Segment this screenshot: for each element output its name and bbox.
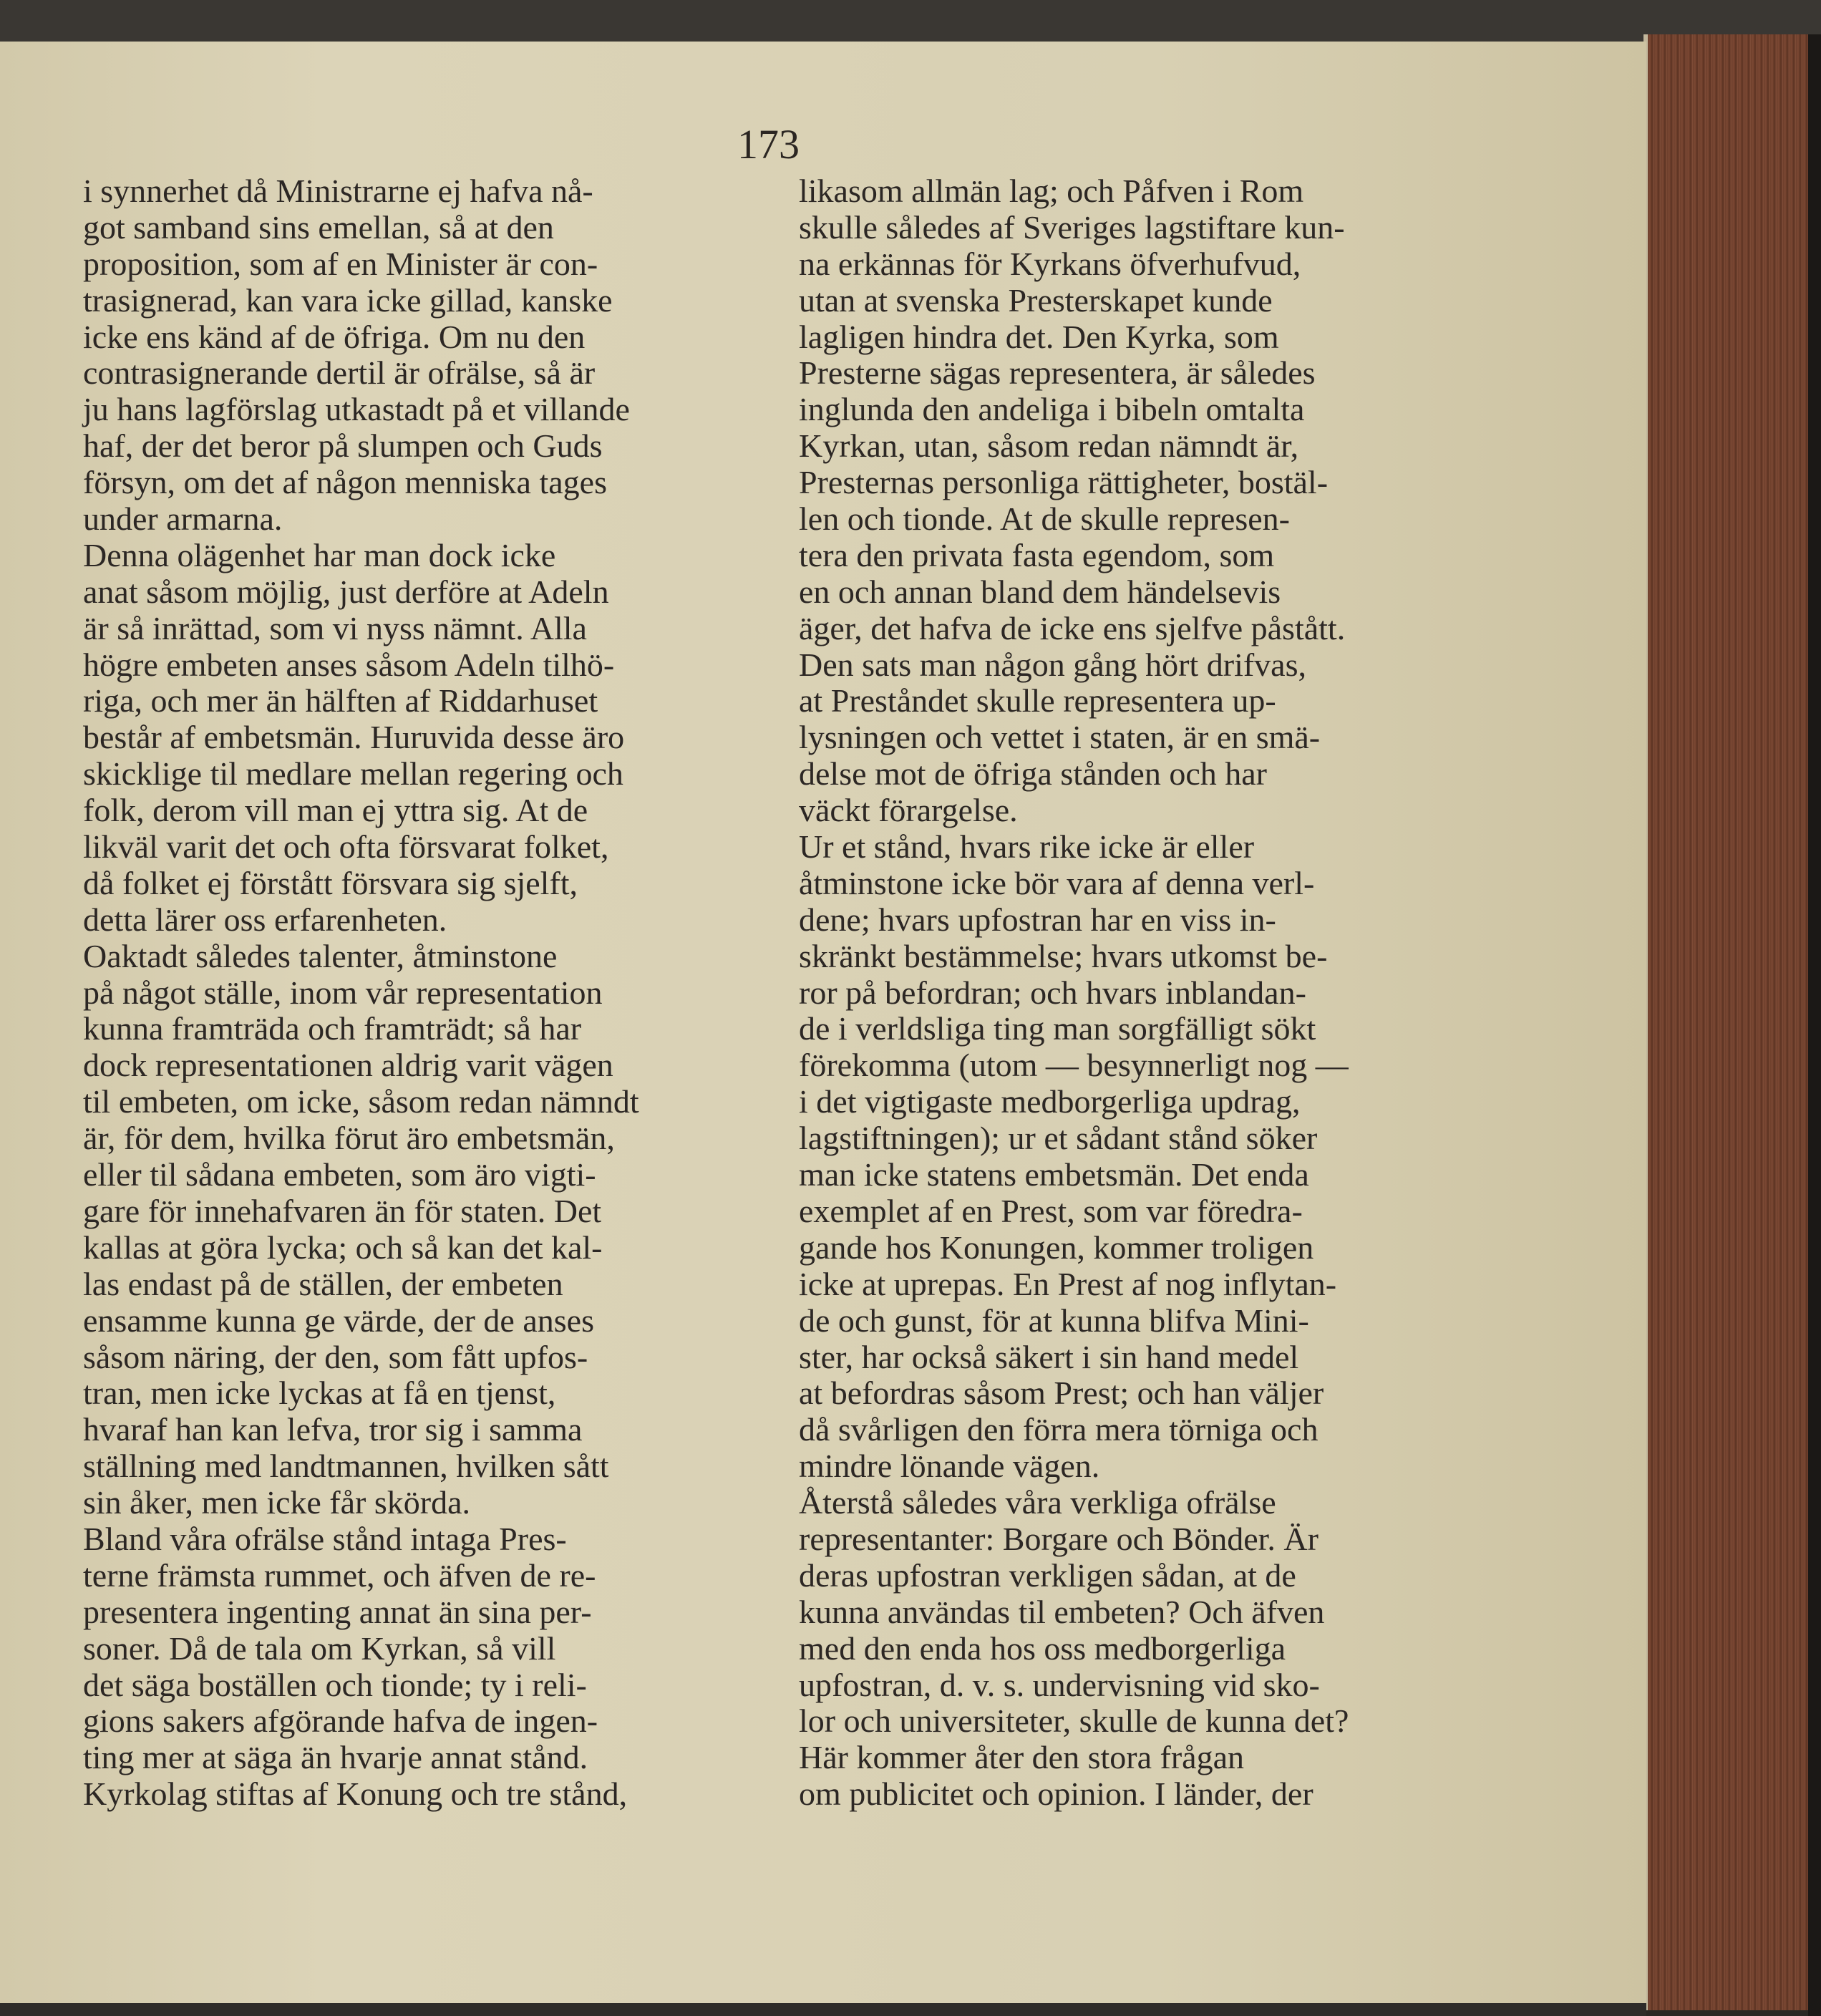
text-line: Presterne sägas representera, är således: [799, 354, 1316, 392]
text-line: ster, har också säkert i sin hand medel: [799, 1338, 1299, 1375]
text-line: består af embetsmän. Huruvida desse äro: [83, 719, 625, 756]
text-line: kunna användas til embeten? Och äfven: [799, 1593, 1325, 1630]
text-line: lor och universiteter, skulle de kunna det?: [799, 1702, 1349, 1740]
text-line: dene; hvars upfostran har en viss in-: [799, 901, 1276, 938]
text-line: icke at uprepas. En Prest af nog inflytan-: [799, 1265, 1337, 1302]
text-line: haf, der det beror på slumpen och Guds: [83, 427, 603, 465]
text-line: tran, men icke lyckas at få en tjenst,: [83, 1375, 556, 1412]
page-number: 173: [737, 121, 800, 168]
text-line: skränkt bestämmelse; hvars utkomst be-: [799, 937, 1328, 974]
right-text-column: [799, 173, 1489, 1813]
scan-background-top: [0, 0, 1821, 42]
text-line: Presternas personliga rättigheter, bostäl-: [799, 464, 1329, 501]
text-line: len och tionde. At de skulle represen-: [799, 500, 1290, 538]
text-line: i synnerhet då Ministrarne ej hafva nå-: [83, 173, 593, 209]
text-line: då folket ej förstått försvara sig sjelft,: [83, 864, 578, 901]
text-line: är, för dem, hvilka förut äro embetsmän,: [83, 1120, 615, 1157]
text-line: terne främsta rummet, och äfven de re-: [83, 1556, 596, 1594]
text-line: na erkännas för Kyrkans öfverhufvud,: [799, 245, 1301, 282]
text-line: deras upfostran verkligen sådan, at de: [799, 1556, 1296, 1594]
text-line: utan at svenska Presterskapet kunde: [799, 281, 1273, 319]
text-line: ju hans lagförslag utkastadt på et villande: [83, 391, 630, 428]
text-line: delse mot de öfriga stånden och har: [799, 755, 1267, 793]
text-line: skulle således af Sveriges lagstiftare kun-: [799, 208, 1345, 246]
text-line: gions sakers afgörande hafva de ingen-: [83, 1702, 598, 1740]
text-line: tera den privata fasta egendom, som: [799, 536, 1275, 573]
book-edge-shadow: [1808, 34, 1821, 2016]
text-line: ror på befordran; och hvars inblandan-: [799, 974, 1306, 1011]
text-line: Kyrkolag stiftas af Konung och tre stånd,: [83, 1775, 628, 1813]
text-line: Kyrkan, utan, såsom redan nämndt är,: [799, 427, 1299, 465]
text-line: at befordras såsom Prest; och han väljer: [799, 1375, 1324, 1412]
text-line: eller til sådana embeten, som äro vigti-: [83, 1156, 596, 1193]
text-line: Ur et stånd, hvars rike icke är eller: [799, 828, 1255, 866]
text-line: såsom näring, der den, som fått upfos-: [83, 1338, 588, 1375]
text-line: gande hos Konungen, kommer troligen: [799, 1228, 1314, 1266]
text-line: folk, derom vill man ej yttra sig. At de: [83, 792, 588, 829]
text-line: las endast på de ställen, der embeten: [83, 1265, 563, 1302]
text-line: soner. Då de tala om Kyrkan, så vill: [83, 1629, 556, 1667]
text-line: väckt förargelse.: [799, 792, 1018, 829]
text-line: lagligen hindra det. Den Kyrka, som: [799, 318, 1279, 355]
text-line: om publicitet och opinion. I länder, der: [799, 1775, 1313, 1813]
text-line: mindre lönande vägen.: [799, 1448, 1100, 1485]
text-line: det säga boställen och tionde; ty i reli-: [83, 1666, 587, 1703]
text-line: på något ställe, inom vår representation: [83, 974, 603, 1011]
text-line: riga, och mer än hälften af Riddarhuset: [83, 682, 598, 719]
left-text-column: [83, 173, 770, 1813]
text-line: skicklige til medlare mellan regering och: [83, 755, 623, 793]
text-line: Denna olägenhet har man dock icke: [83, 536, 556, 573]
text-line: got samband sins emellan, så at den: [83, 208, 554, 246]
text-line: dock representationen aldrig varit vägen: [83, 1047, 613, 1084]
text-line: detta lärer oss erfarenheten.: [83, 901, 447, 938]
text-line: kallas at göra lycka; och så kan det kal-: [83, 1228, 603, 1266]
text-line: proposition, som af en Minister är con-: [83, 245, 598, 282]
text-line: Återstå således våra verkliga ofrälse: [799, 1484, 1276, 1521]
text-line: de i verldsliga ting man sorgfälligt sökt: [799, 1010, 1316, 1047]
text-line: lysningen och vettet i staten, är en smä-: [799, 719, 1321, 756]
text-line: äger, det hafva de icke ens sjelfve påstått.: [799, 609, 1346, 646]
text-line: kunna framträda och framträdt; så har: [83, 1010, 582, 1047]
text-line: exemplet af en Prest, som var föredra-: [799, 1192, 1303, 1229]
text-line: då svårligen den förra mera törniga och: [799, 1411, 1319, 1448]
text-line: inglunda den andeliga i bibeln omtalta: [799, 391, 1305, 428]
text-line: man icke statens embetsmän. Det enda: [799, 1156, 1309, 1193]
text-line: ensamme kunna ge värde, der de anses: [83, 1302, 594, 1339]
scan-background-bottom: [0, 2003, 1646, 2016]
text-line: ting mer at säga än hvarje annat stånd.: [83, 1739, 588, 1776]
text-line: ställning med landtmannen, hvilken sått: [83, 1448, 609, 1485]
text-line: är så inrättad, som vi nyss nämnt. Alla: [83, 609, 587, 646]
text-line: gare för innehafvaren än för staten. Det: [83, 1192, 602, 1229]
text-line: Bland våra ofrälse stånd intaga Pres-: [83, 1520, 567, 1557]
text-line: representanter: Borgare och Bönder. Är: [799, 1520, 1319, 1557]
text-line: icke ens känd af de öfriga. Om nu den: [83, 318, 586, 355]
text-line: en och annan bland dem händelsevis: [799, 573, 1281, 610]
text-line: likväl varit det och ofta försvarat folket,: [83, 828, 609, 866]
text-line: med den enda hos oss medborgerliga: [799, 1629, 1286, 1667]
text-line: högre embeten anses såsom Adeln tilhö-: [83, 646, 615, 683]
text-line: Här kommer åter den stora frågan: [799, 1739, 1244, 1776]
text-line: förekomma (utom — besynnerligt nog —: [799, 1047, 1349, 1084]
text-line: trasignerad, kan vara icke gillad, kanske: [83, 281, 613, 319]
text-line: upfostran, d. v. s. undervisning vid sko-: [799, 1666, 1320, 1703]
text-line: åtminstone icke bör vara af denna verl-: [799, 864, 1315, 901]
text-line: anat såsom möjlig, just derföre at Adeln: [83, 573, 609, 610]
text-line: til embeten, om icke, såsom redan nämndt: [83, 1083, 639, 1120]
text-line: Oaktadt således talenter, åtminstone: [83, 937, 558, 974]
text-line: försyn, om det af någon menniska tages: [83, 464, 607, 501]
book-page-edges: [1643, 34, 1812, 2010]
text-line: Den sats man någon gång hört drifvas,: [799, 646, 1307, 683]
text-line: lagstiftningen); ur et sådant stånd söker: [799, 1120, 1318, 1157]
text-line: under armarna.: [83, 500, 283, 538]
text-line: i det vigtigaste medborgerliga updrag,: [799, 1083, 1301, 1120]
text-line: sin åker, men icke får skörda.: [83, 1484, 470, 1521]
text-line: at Preståndet skulle representera up-: [799, 682, 1276, 719]
text-line: hvaraf han kan lefva, tror sig i samma: [83, 1411, 583, 1448]
text-line: de och gunst, för at kunna blifva Mini-: [799, 1302, 1309, 1339]
text-line: contrasignerande dertil är ofrälse, så är: [83, 354, 596, 392]
text-line: presentera ingenting annat än sina per-: [83, 1593, 592, 1630]
text-line: likasom allmän lag; och Påfven i Rom: [799, 173, 1304, 209]
